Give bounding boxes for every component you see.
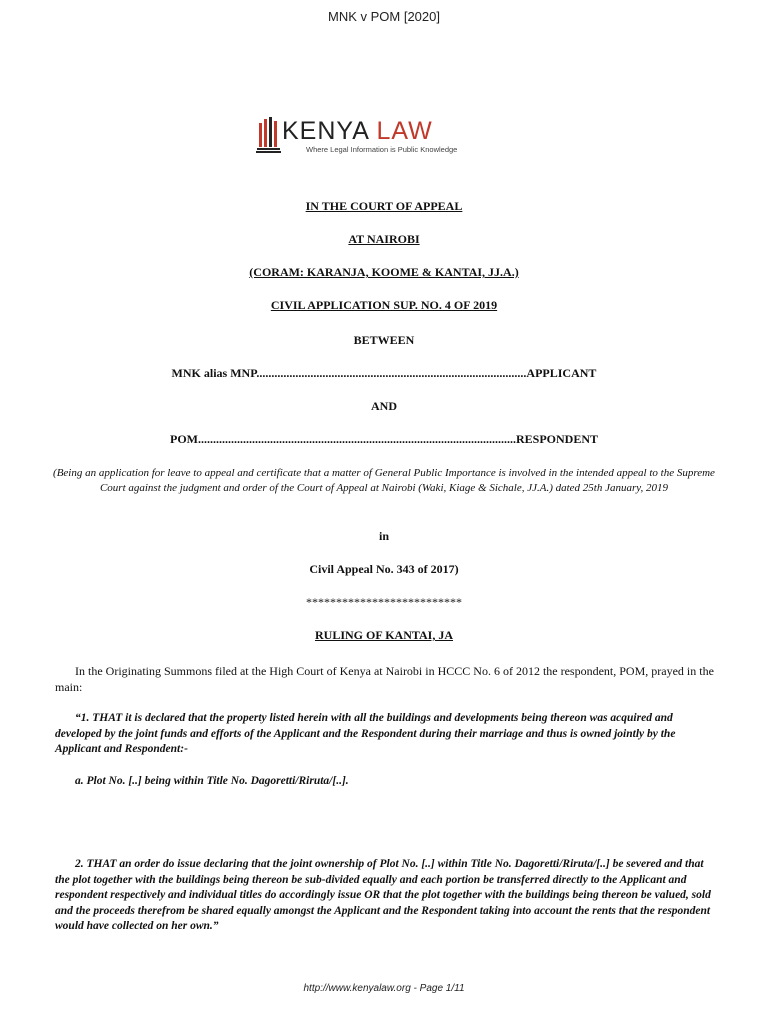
- kenya-law-logo: [256, 115, 466, 157]
- court-heading: IN THE COURT OF APPEAL: [305, 199, 463, 213]
- logo-word-law: LAW: [376, 117, 433, 145]
- prayer-1: “1. THAT it is declared that the property listed herein with all the buildings and developments being thereon was acquired and developed by the joint funds and efforts of the Applicant and the Respondent during their marriage and thus is owned jointly by the Applicant and Respondent:-: [55, 712, 676, 755]
- coram-heading: (CORAM: KARANJA, KOOME & KANTAI, JJ.A.): [249, 265, 519, 279]
- applicant-line: MNK alias MNP..........................................................................................APPLICANT: [171, 366, 597, 380]
- logo-tagline: Where Legal Information is Public Knowledge: [306, 145, 458, 154]
- between-label: BETWEEN: [353, 333, 415, 347]
- running-header: MNK v POM [2020]: [328, 9, 440, 24]
- logo-wordmark: [282, 117, 433, 146]
- location-heading: AT NAIROBI: [348, 232, 420, 246]
- intro-paragraph: In the Originating Summons filed at the High Court of Kenya at Nairobi in HCCC No. 6 of 2012 the respondent, POM, prayed in the main:: [55, 664, 714, 694]
- prayer-1a: a. Plot No. [..] being within Title No. Dagoretti/Riruta/[..].: [75, 775, 349, 787]
- civil-appeal-reference: Civil Appeal No. 343 of 2017): [309, 562, 459, 576]
- and-label: AND: [371, 399, 397, 413]
- kenya-law-columns-icon: [256, 115, 282, 155]
- application-note: (Being an application for leave to appeal and certificate that a matter of General Public Importance is involved in the intended appeal to the Supreme Court against the judgment and order of the Court of Appeal at Nairobi (Waki, Kiage & Sichale, JJ.A.) dated 25th January, 2019: [53, 467, 715, 494]
- in-label: in: [378, 529, 389, 543]
- ruling-title: RULING OF KANTAI, JA: [314, 628, 453, 642]
- page-footer: http://www.kenyalaw.org - Page 1/11: [303, 983, 465, 994]
- respondent-line: POM..........................................................................................................RESPONDENT: [169, 432, 598, 446]
- separator-asterisks: **************************: [306, 595, 462, 609]
- application-number: CIVIL APPLICATION SUP. NO. 4 OF 2019: [270, 298, 498, 312]
- prayer-2: 2. THAT an order do issue declaring that the joint ownership of Plot No. [..] within Title No. Dagoretti/Riruta/[..] be severed and that the plot together with the buildings being thereon be sub-divided equally and each portion be transferred directly to the Applicant and respondent respectively and individual titles do accordingly issue OR that the plot together with the buildings being thereon be valued, sold and the proceeds therefrom be shared equally amongst the Applicant and the Respondent taking into account the rents that the respondent would have collected on her own.”: [55, 858, 711, 932]
- logo-word-kenya: KENYA: [282, 117, 369, 145]
